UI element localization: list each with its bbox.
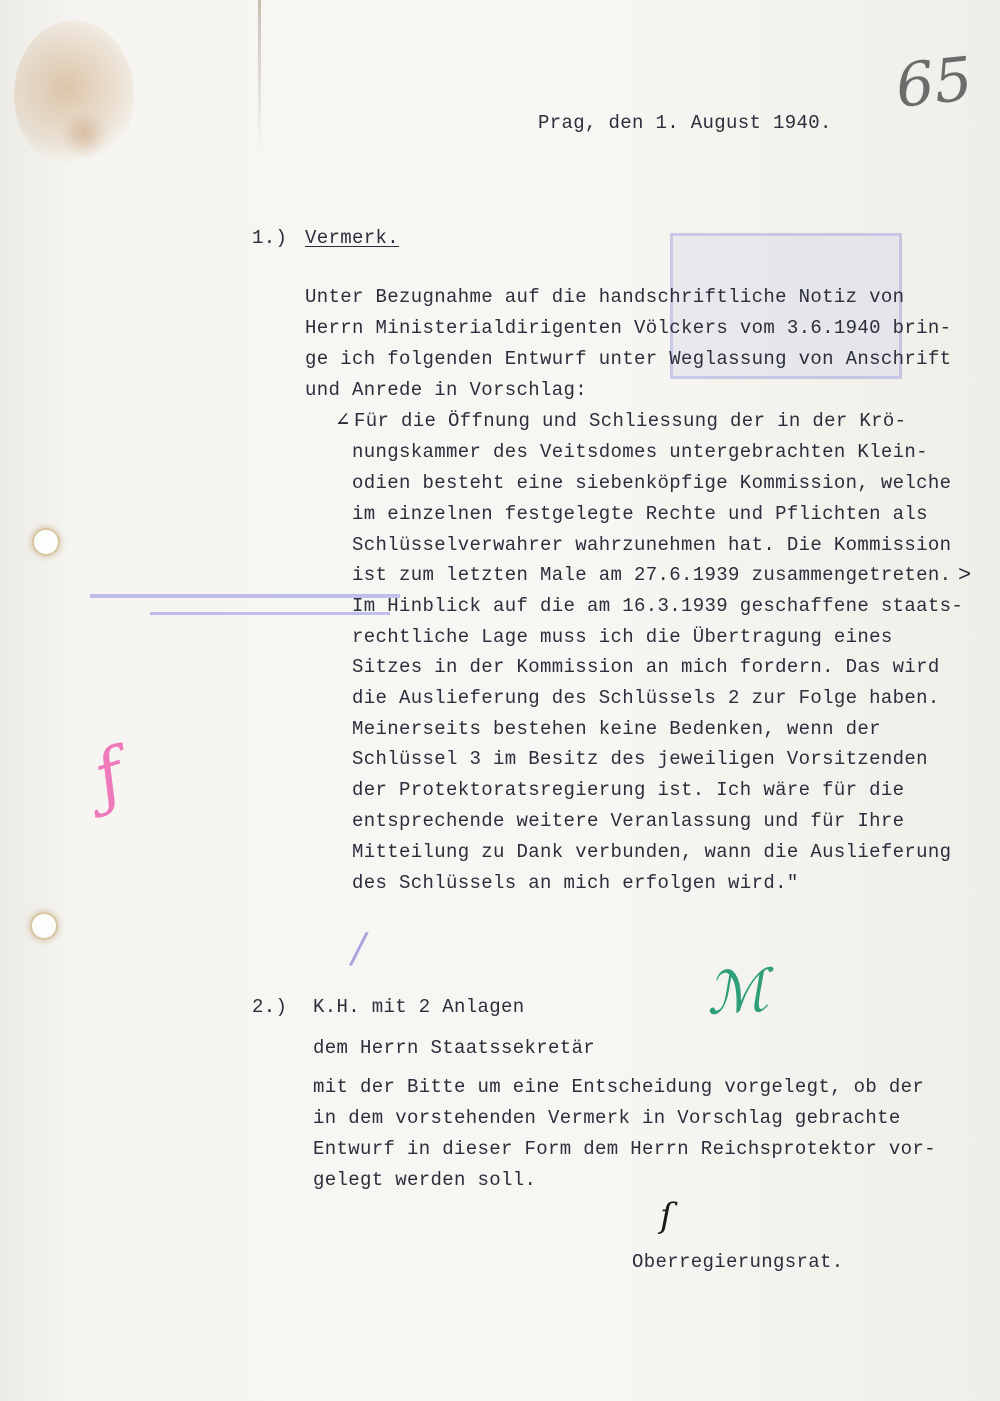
signature: ſ [660, 1196, 673, 1236]
quote-line: Schlüsselverwahrer wahrzunehmen hat. Die Kommission [352, 534, 952, 556]
intro-line: ge ich folgenden Entwurf unter Weglassung von Anschrift [305, 348, 952, 370]
section2-line: Entwurf in dieser Form dem Herrn Reichsprotektor vor- [313, 1138, 936, 1160]
quote-line: der Protektoratsregierung ist. Ich wäre für die [352, 779, 905, 801]
paper-crease [258, 0, 261, 150]
rust-stain [60, 110, 108, 158]
quote-open-mark: ∠ [336, 409, 350, 434]
quote-line: ist zum letzten Male am 27.6.1939 zusammengetreten. [352, 564, 952, 586]
quote-line: Sitzes in der Kommission an mich fordern. Das wird [352, 656, 940, 678]
pink-initials: ƒ [83, 733, 134, 819]
section2-line: gelegt werden soll. [313, 1169, 537, 1191]
quote-line: Mitteilung zu Dank verbunden, wann die Auslieferung [352, 841, 952, 863]
signatory-title: Oberregierungsrat. [632, 1251, 844, 1273]
quote-line: nungskammer des Veitsdomes untergebrachten Klein- [352, 441, 928, 463]
section2-line: mit der Bitte um eine Entscheidung vorgelegt, ob der [313, 1076, 925, 1098]
section2-line: in dem vorstehenden Vermerk in Vorschlag gebrachte [313, 1107, 901, 1129]
faded-handwriting [205, 188, 226, 492]
violet-handwriting: / [352, 926, 366, 972]
section2-line: K.H. mit 2 Anlagen [313, 996, 525, 1018]
quote-line: Meinerseits bestehen keine Bedenken, wenn der [352, 718, 881, 740]
quote-line: Für die Öffnung und Schliessung der in der Krö- [354, 410, 907, 432]
page-number: 65 [892, 44, 976, 122]
quote-line: die Auslieferung des Schlüssels 2 zur Folge haben. [352, 687, 940, 709]
section2-line: dem Herrn Staatssekretär [313, 1037, 596, 1059]
intro-line: Unter Bezugnahme auf die handschriftliche Notiz von [305, 286, 905, 308]
place-date: Prag, den 1. August 1940. [538, 112, 832, 134]
quote-line: rechtliche Lage muss ich die Übertragung eines [352, 626, 893, 648]
section2-number: 2.) [252, 996, 288, 1018]
quote-line: Im Hinblick auf die am 16.3.1939 geschaffene staats- [352, 595, 964, 617]
intro-line: Herrn Ministerialdirigenten Völckers vom 3.6.1940 brin- [305, 317, 952, 339]
quote-close-mark: > [958, 563, 972, 588]
green-initials: ℳ [703, 955, 771, 1029]
quote-line: des Schlüssels an mich erfolgen wird." [352, 872, 799, 894]
quote-line: entsprechende weitere Veranlassung und für Ihre [352, 810, 905, 832]
quote-line: odien besteht eine siebenköpfige Kommission, welche [352, 472, 952, 494]
quote-line: im einzelnen festgelegte Rechte und Pflichten als [352, 503, 928, 525]
punch-hole [34, 530, 58, 554]
section1-number: 1.) [252, 227, 288, 249]
section1-heading: Vermerk. [305, 227, 400, 249]
punch-hole [32, 914, 56, 938]
intro-line: und Anrede in Vorschlag: [305, 379, 588, 401]
quote-line: Schlüssel 3 im Besitz des jeweiligen Vorsitzenden [352, 748, 928, 770]
